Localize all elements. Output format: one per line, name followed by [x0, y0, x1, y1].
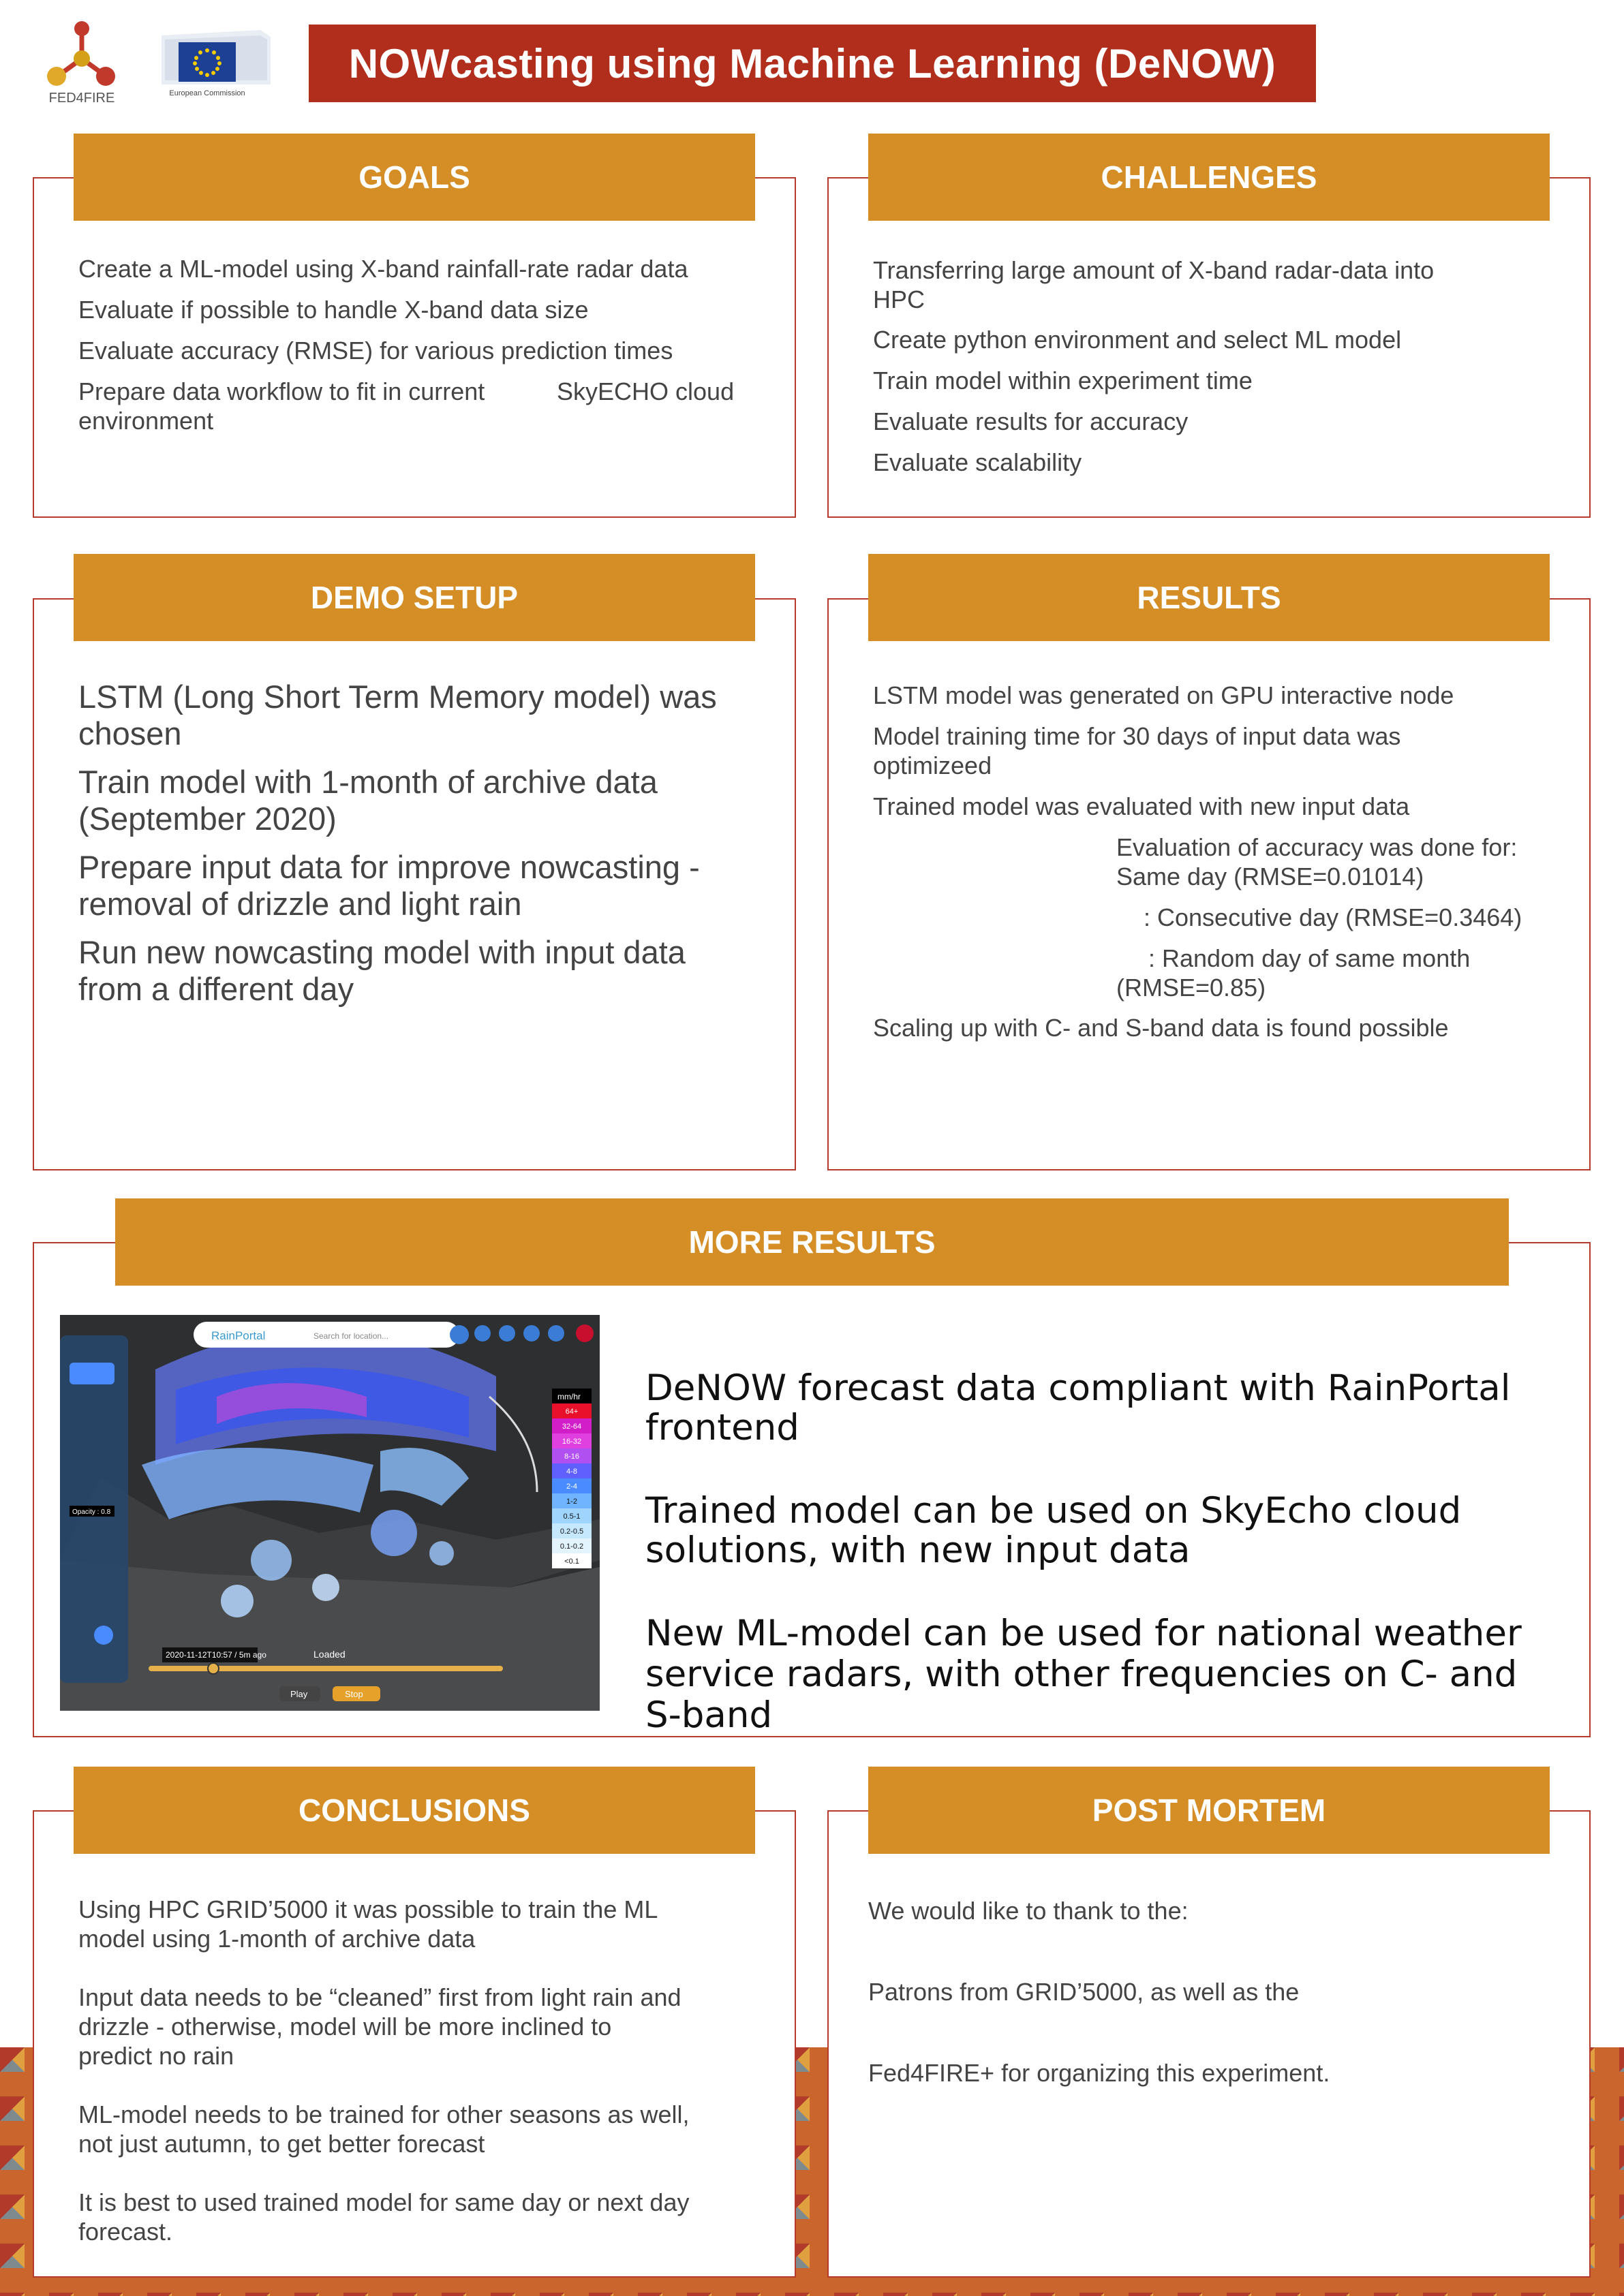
stop-button-label: Stop	[345, 1689, 363, 1699]
challenges-item: Evaluate scalability	[873, 448, 1082, 476]
demo-item: Train model with 1-month of archive data	[78, 764, 658, 800]
results-heading: RESULTS	[1137, 580, 1281, 615]
legend-label: 8-16	[564, 1453, 580, 1461]
goals-item: Evaluate accuracy (RMSE) for various prediction times	[78, 337, 673, 364]
radar-status: Loaded	[313, 1649, 346, 1660]
more-results-item: S-band	[645, 1694, 773, 1736]
post-mortem-header	[868, 1767, 1550, 1854]
demo-item: Run new nowcasting model with input data	[78, 934, 686, 970]
play-button-label: Play	[290, 1689, 308, 1699]
conclusions-header	[74, 1767, 755, 1854]
results-item: : Consecutive day (RMSE=0.3464)	[1144, 903, 1522, 931]
results-item: Trained model was evaluated with new input data	[873, 792, 1410, 820]
challenges-header	[868, 134, 1550, 221]
rainportal-search-placeholder: Search for location...	[313, 1331, 389, 1341]
conclusions-item: not just autumn, to get better forecast	[78, 2130, 485, 2158]
legend-label: 0.1-0.2	[560, 1542, 584, 1551]
results-item: : Random day of same month	[1148, 944, 1471, 972]
rainportal-screenshot	[60, 1315, 600, 1711]
challenges-item: Create python environment and select ML model	[873, 326, 1402, 354]
legend-label: 32-64	[562, 1423, 582, 1431]
conclusions-item: Input data needs to be “cleaned” first from light rain and	[78, 1983, 681, 2011]
more-results-item: service radars, with other frequencies on C- and	[645, 1654, 1518, 1695]
legend-label: 64+	[565, 1408, 579, 1416]
demo-item: (September 2020)	[78, 801, 337, 837]
rain-legend	[552, 1389, 592, 1568]
conclusions-item: It is best to used trained model for same day or next day	[78, 2188, 690, 2216]
demo-setup-header	[74, 554, 755, 641]
conclusions-item: Using HPC GRID’5000 it was possible to train the ML	[78, 1895, 658, 1923]
conclusions-item: model using 1-month of archive data	[78, 1925, 476, 1953]
more-results-item: DeNOW forecast data compliant with RainPortal	[645, 1367, 1511, 1409]
demo-setup-heading: DEMO SETUP	[310, 580, 519, 615]
opacity-label: Opacity : 0.8	[72, 1508, 111, 1516]
demo-item: Prepare input data for improve nowcasting -	[78, 849, 700, 885]
post-mortem-item: Fed4FIRE+ for organizing this experiment.	[868, 2059, 1330, 2087]
goals-item: Evaluate if possible to handle X-band data size	[78, 296, 589, 324]
demo-item: removal of drizzle and light rain	[78, 886, 522, 922]
fed4fire-logo-text: FED4FIRE	[48, 91, 115, 106]
post-mortem-panel	[827, 1810, 1591, 2278]
results-item: optimizeed	[873, 751, 992, 779]
results-item: Same day (RMSE=0.01014)	[1116, 863, 1424, 890]
results-item: Model training time for 30 days of input data was	[873, 722, 1401, 750]
locate-icon	[450, 1325, 469, 1344]
more-results-heading: MORE RESULTS	[688, 1224, 936, 1260]
conclusions-item: predict no rain	[78, 2042, 234, 2070]
goals-item: environment	[78, 407, 214, 435]
results-item: Scaling up with C- and S-band data is found possible	[873, 1014, 1449, 1042]
fed4fire-logo	[37, 19, 126, 108]
conclusions-item: drizzle - otherwise, model will be more inclined to	[78, 2013, 612, 2041]
demo-item: from a different day	[78, 971, 354, 1007]
results-header	[868, 554, 1550, 641]
challenges-item: Evaluate results for accuracy	[873, 407, 1189, 435]
post-mortem-item: We would like to thank to the:	[868, 1897, 1189, 1925]
post-mortem-item: Patrons from GRID’5000, as well as the	[868, 1978, 1300, 2006]
more-results-item: New ML-model can be used for national weather	[645, 1613, 1522, 1654]
timeline-slider	[149, 1666, 503, 1671]
demo-item: LSTM (Long Short Term Memory model) was	[78, 679, 717, 715]
rainportal-app-name: RainPortal	[211, 1329, 266, 1342]
legend-label: 1-2	[566, 1498, 577, 1506]
conclusions-item: ML-model needs to be trained for other seasons as well,	[78, 2100, 690, 2128]
challenges-item: Train model within experiment time	[873, 367, 1253, 394]
goals-heading: GOALS	[358, 159, 470, 195]
legend-label: 16-32	[562, 1438, 582, 1446]
eu-logo-text: European Commission	[169, 89, 245, 97]
more-results-item: solutions, with new input data	[645, 1530, 1191, 1571]
legend-label: 0.5-1	[563, 1512, 581, 1521]
legend-label: 0.2-0.5	[560, 1527, 584, 1536]
more-results-item: Trained model can be used on SkyEcho cloud	[645, 1490, 1462, 1532]
demo-item: chosen	[78, 715, 182, 751]
post-mortem-heading: POST MORTEM	[1092, 1793, 1326, 1828]
results-item: (RMSE=0.85)	[1116, 974, 1266, 1002]
conclusions-item: forecast.	[78, 2218, 173, 2246]
legend-label: 4-8	[566, 1468, 577, 1476]
legend-label: 2-4	[566, 1483, 577, 1491]
conclusions-heading: CONCLUSIONS	[298, 1793, 530, 1828]
goals-item: Create a ML-model using X-band rainfall-rate radar data	[78, 255, 688, 283]
results-item: Evaluation of accuracy was done for:	[1116, 833, 1518, 861]
netherlands-flag-icon	[576, 1324, 594, 1342]
european-commission-logo	[158, 30, 274, 106]
challenges-item: Transferring large amount of X-band radar-data into	[873, 256, 1435, 284]
legend-unit: mm/hr	[557, 1392, 581, 1401]
radar-timestamp: 2020-11-12T10:57 / 5m ago	[166, 1650, 266, 1660]
challenges-heading: CHALLENGES	[1101, 159, 1317, 195]
challenges-item: HPC	[873, 285, 925, 313]
goals-item: Prepare data workflow to fit in current	[78, 377, 485, 405]
goals-header	[74, 134, 755, 221]
more-results-header	[115, 1198, 1509, 1286]
legend-label: <0.1	[564, 1557, 579, 1566]
goals-item: SkyECHO cloud	[557, 377, 735, 405]
results-item: LSTM model was generated on GPU interactive node	[873, 681, 1454, 709]
more-results-item: frontend	[645, 1407, 799, 1448]
title-bar	[309, 25, 1316, 102]
page-title: NOWcasting using Machine Learning (DeNOW)	[348, 40, 1276, 87]
